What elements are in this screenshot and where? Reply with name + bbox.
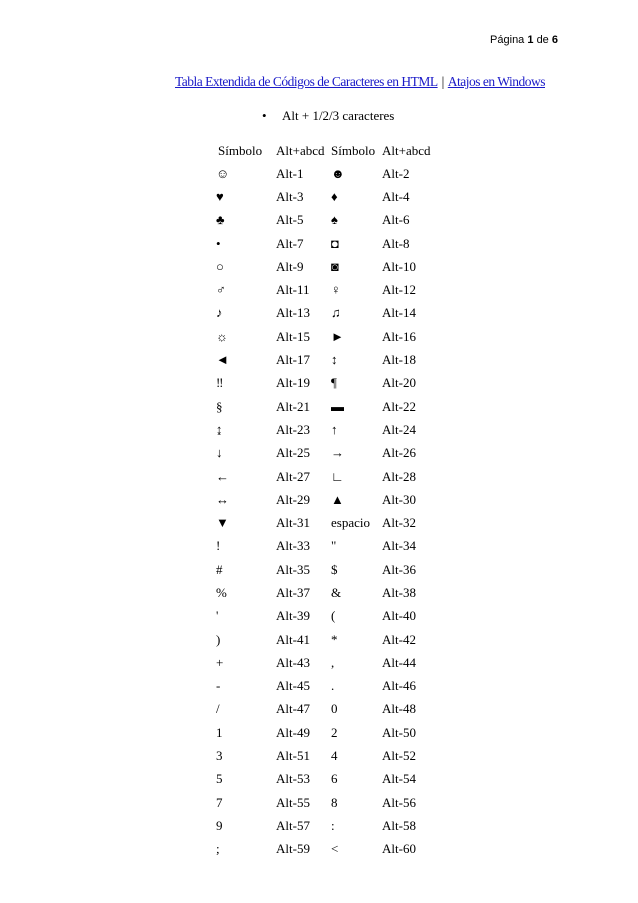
symbol-cell: ↔ — [216, 491, 229, 507]
symbol-cell: 3 — [216, 748, 223, 764]
table-row — [210, 395, 442, 418]
symbol-cell: ◘ — [331, 235, 339, 251]
code-cell: Alt-57 — [276, 817, 310, 833]
header-code-1: Alt+abcd — [276, 143, 325, 158]
code-cell: Alt-15 — [276, 328, 310, 344]
symbol-cell: < — [331, 841, 339, 857]
code-cell: Alt-60 — [382, 841, 416, 857]
code-cell: Alt-30 — [382, 491, 416, 507]
symbol-cell: ↓ — [216, 445, 223, 461]
table-row — [210, 628, 442, 651]
symbol-cell: ! — [216, 538, 221, 554]
code-cell: Alt-52 — [382, 748, 416, 764]
code-cell: Alt-48 — [382, 701, 416, 717]
code-cell: Alt-31 — [276, 515, 310, 531]
symbol-cell: $ — [331, 561, 338, 577]
alt-codes-table — [210, 140, 442, 861]
code-cell: Alt-47 — [276, 701, 310, 717]
table-row — [210, 185, 442, 208]
code-cell: Alt-20 — [382, 375, 416, 391]
symbol-cell: % — [216, 584, 227, 600]
symbol-cell: 2 — [331, 724, 338, 740]
page-current: 1 — [527, 34, 534, 46]
symbol-cell: ; — [216, 841, 220, 857]
table-row — [210, 768, 442, 791]
table-row — [210, 814, 442, 837]
symbol-cell: ¶ — [331, 375, 337, 391]
table-row — [210, 465, 442, 488]
code-cell: Alt-19 — [276, 375, 310, 391]
code-cell: Alt-51 — [276, 748, 310, 764]
symbol-cell: 7 — [216, 794, 223, 810]
symbol-cell: ∟ — [331, 468, 344, 484]
table-header-row — [210, 140, 442, 162]
symbol-cell: ♠ — [331, 212, 338, 228]
symbol-cell: → — [331, 445, 344, 461]
code-cell: Alt-25 — [276, 445, 310, 461]
symbol-cell: 9 — [216, 817, 223, 833]
table-row — [210, 605, 442, 628]
code-cell: Alt-13 — [276, 305, 310, 321]
symbol-cell: ► — [331, 328, 344, 344]
symbol-cell: ← — [216, 468, 229, 484]
code-cell: Alt-34 — [382, 538, 416, 554]
symbol-cell: ( — [331, 608, 336, 624]
symbol-cell: " — [331, 538, 337, 554]
code-cell: Alt-42 — [382, 631, 416, 647]
symbol-cell: # — [216, 561, 223, 577]
bullet-text: Alt + 1/2/3 caracteres — [282, 108, 395, 123]
code-cell: Alt-53 — [276, 771, 310, 787]
code-cell: Alt-6 — [382, 212, 410, 228]
code-cell: Alt-2 — [382, 165, 410, 181]
table-body — [210, 162, 442, 861]
symbol-cell: ☼ — [216, 328, 228, 344]
code-cell: Alt-9 — [276, 258, 304, 274]
symbol-cell: * — [331, 631, 338, 647]
table-row — [210, 348, 442, 371]
table-row — [210, 791, 442, 814]
code-cell: Alt-17 — [276, 352, 310, 368]
bullet-item — [262, 108, 394, 124]
table-row — [210, 675, 442, 698]
symbol-cell: + — [216, 654, 224, 670]
heading-separator: | — [441, 74, 444, 89]
page-number — [490, 34, 558, 46]
code-cell: Alt-26 — [382, 445, 416, 461]
table-row — [210, 698, 442, 721]
code-cell: Alt-18 — [382, 352, 416, 368]
code-cell: Alt-3 — [276, 188, 304, 204]
code-cell: Alt-58 — [382, 817, 416, 833]
symbol-cell: : — [331, 817, 335, 833]
code-cell: Alt-56 — [382, 794, 416, 810]
windows-shortcuts-link[interactable]: Atajos en Windows — [447, 74, 545, 89]
table-row — [210, 209, 442, 232]
table-row — [210, 838, 442, 861]
symbol-cell: ♪ — [216, 305, 223, 321]
symbol-cell: / — [216, 701, 220, 717]
code-cell: Alt-43 — [276, 654, 310, 670]
symbol-cell: ◄ — [216, 352, 229, 368]
code-cell: Alt-11 — [276, 282, 310, 298]
bullet-icon: • — [262, 108, 267, 123]
symbol-cell: ♦ — [331, 188, 338, 204]
symbol-cell: ▬ — [331, 398, 344, 414]
code-cell: Alt-38 — [382, 584, 416, 600]
code-cell: Alt-24 — [382, 421, 416, 437]
code-cell: Alt-49 — [276, 724, 310, 740]
table-row — [210, 325, 442, 348]
code-cell: Alt-46 — [382, 678, 416, 694]
symbol-cell: espacio — [331, 515, 370, 531]
table-row — [210, 488, 442, 511]
symbol-cell: ▲ — [331, 491, 344, 507]
code-cell: Alt-59 — [276, 841, 310, 857]
table-row — [210, 418, 442, 441]
table-row — [210, 651, 442, 674]
symbol-cell: 8 — [331, 794, 338, 810]
table-row — [210, 372, 442, 395]
table-row — [210, 535, 442, 558]
symbol-cell: ♥ — [216, 188, 224, 204]
symbol-cell: ♣ — [216, 212, 225, 228]
table-row — [210, 278, 442, 301]
symbol-cell: 4 — [331, 748, 338, 764]
symbol-cell: ‼ — [216, 375, 224, 391]
symbol-cell: 0 — [331, 701, 338, 717]
code-cell: Alt-22 — [382, 398, 416, 414]
symbol-cell: ↕ — [331, 352, 338, 368]
symbol-cell: • — [216, 235, 221, 251]
code-cell: Alt-55 — [276, 794, 310, 810]
symbol-cell: ) — [216, 631, 221, 647]
code-cell: Alt-36 — [382, 561, 416, 577]
page-of: de — [536, 34, 549, 46]
table-row — [210, 232, 442, 255]
code-cell: Alt-54 — [382, 771, 416, 787]
code-cell: Alt-7 — [276, 235, 304, 251]
code-cell: Alt-8 — [382, 235, 410, 251]
code-cell: Alt-45 — [276, 678, 310, 694]
symbol-cell: ▼ — [216, 515, 229, 531]
header-symbol-1: Símbolo — [218, 143, 263, 158]
html-codes-link[interactable]: Tabla Extendida de Códigos de Caracteres en HTML — [175, 74, 438, 89]
symbol-cell: , — [331, 654, 335, 670]
table-row — [210, 255, 442, 278]
symbol-cell: ↨ — [216, 421, 223, 437]
code-cell: Alt-14 — [382, 305, 416, 321]
code-cell: Alt-37 — [276, 584, 310, 600]
symbol-cell: 6 — [331, 771, 338, 787]
symbol-cell: ☺ — [216, 165, 230, 181]
code-cell: Alt-16 — [382, 328, 416, 344]
code-cell: Alt-32 — [382, 515, 416, 531]
symbol-cell: ◙ — [331, 258, 339, 274]
code-cell: Alt-27 — [276, 468, 310, 484]
table-row — [210, 302, 442, 325]
code-cell: Alt-4 — [382, 188, 410, 204]
page-label: Página — [490, 34, 525, 46]
symbol-cell: ♂ — [216, 282, 226, 298]
symbol-cell: § — [216, 398, 223, 414]
code-cell: Alt-33 — [276, 538, 310, 554]
symbol-cell: ↑ — [331, 421, 338, 437]
code-cell: Alt-10 — [382, 258, 416, 274]
code-cell: Alt-50 — [382, 724, 416, 740]
code-cell: Alt-41 — [276, 631, 310, 647]
code-cell: Alt-35 — [276, 561, 310, 577]
code-cell: Alt-1 — [276, 165, 304, 181]
table-row — [210, 442, 442, 465]
table-row — [210, 558, 442, 581]
symbol-cell: 5 — [216, 771, 223, 787]
code-cell: Alt-39 — [276, 608, 310, 624]
symbol-cell: - — [216, 678, 221, 694]
header-symbol-2: Símbolo — [331, 143, 376, 158]
code-cell: Alt-44 — [382, 654, 416, 670]
code-cell: Alt-40 — [382, 608, 416, 624]
code-cell: Alt-21 — [276, 398, 310, 414]
symbol-cell: ☻ — [331, 165, 345, 181]
code-cell: Alt-12 — [382, 282, 416, 298]
code-cell: Alt-29 — [276, 491, 310, 507]
table-row — [210, 581, 442, 604]
header-code-2: Alt+abcd — [382, 143, 431, 158]
symbol-cell: 1 — [216, 724, 223, 740]
code-cell: Alt-23 — [276, 421, 310, 437]
table-row — [210, 721, 442, 744]
table-row — [210, 744, 442, 767]
symbol-cell: ♫ — [331, 305, 341, 321]
symbol-cell: ○ — [216, 258, 224, 274]
page-total: 6 — [551, 34, 558, 46]
symbol-cell: ♀ — [331, 282, 341, 298]
code-cell: Alt-28 — [382, 468, 416, 484]
symbol-cell: ' — [216, 608, 219, 624]
table-row — [210, 511, 442, 534]
table-row — [210, 162, 442, 185]
code-cell: Alt-5 — [276, 212, 304, 228]
symbol-cell: & — [331, 584, 342, 600]
symbol-cell: . — [331, 678, 335, 694]
document-heading — [175, 74, 545, 90]
